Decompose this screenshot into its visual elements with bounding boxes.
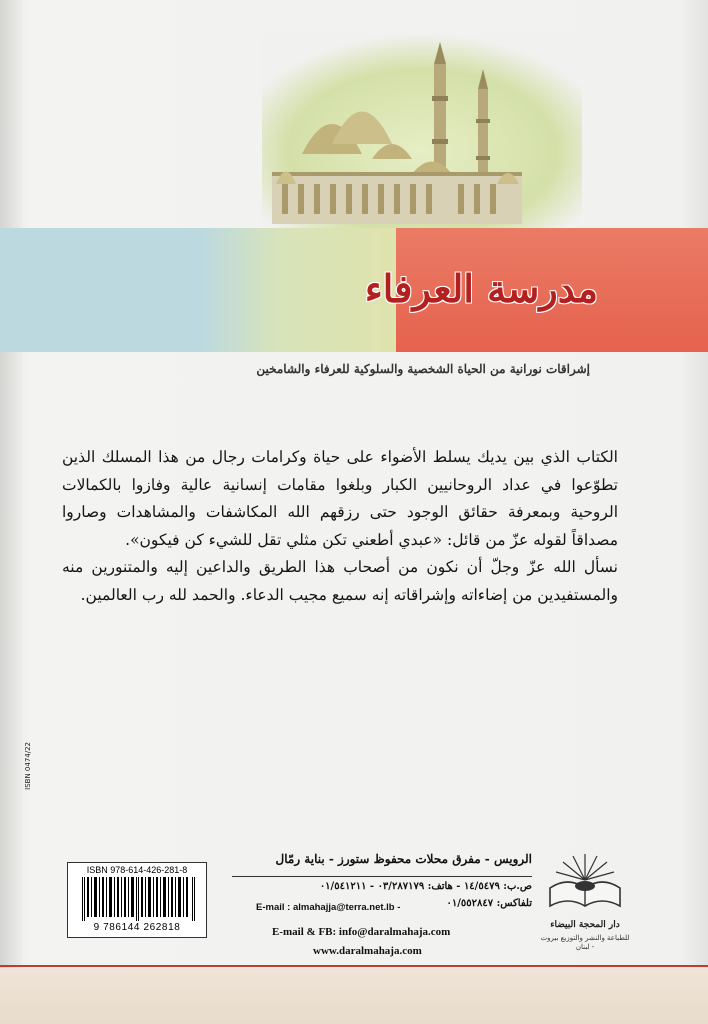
isbn-number: ISBN 978-614-426-281-8 [86,865,188,875]
publisher-address: الرويس - مفرق محلات محفوظ ستورز - بناية رمّال [275,852,532,866]
publisher-phone: ص.ب: ١٤/٥٤٧٩ - هاتف: ٠٣/٢٨٧١٧٩ - ٠١/٥٤١٢١١ [319,881,532,892]
publisher-tagline: للطباعة والنشر والتوزيع بيروت - لبنان [540,934,630,951]
book-title: مدرسة العرفاء [364,266,598,311]
publisher-website: www.daralmahaja.com [313,945,422,957]
publisher-email-fb: E-mail & FB: info@daralmahaja.com [272,926,451,938]
publisher-email: E-mail : almahajja@terra.net.lb - [256,902,401,913]
publisher-fax: تلفاكس: ٠١/٥٥٢٨٤٧ [446,898,532,909]
bottom-red-rule [0,965,708,967]
address-divider [232,876,532,877]
blurb-paragraph-2: نسأل الله عزّ وجلّ أن نكون من أصحاب هذا الطريق والداعين إليه والمتنورين منه والمستفيدين من إضاءاته وإشراقاته إنه سميع مجيب الدعاء. والحمد لله رب العالمين. [62,558,618,604]
book-spine [0,0,22,1024]
publisher-name: دار المحجة البيضاء [550,920,620,930]
barcode-bars [82,877,196,921]
decorative-band [0,228,708,352]
blurb-paragraph-1: الكتاب الذي بين يديك يسلط الأضواء على حياة وكرامات رجال من هذا المسلك الذين تطوّعوا في عداد الروحانيين الكبار وبلغوا مقامات إنسانية عالية وفازوا بالكمالات الروحية وبمعرفة حقائق الوجود حتى رزقهم الله المكاشفات والمشاهدات وصاروا مصداقاً لقوله عزّ من قائل: «عبدي أطعني تكن مثلي تقل للشيء كن فيكون». [62,448,618,549]
bottom-band [0,968,708,1024]
mosque-illustration [262,34,582,230]
book-subtitle: إشراقات نورانية من الحياة الشخصية والسلوكية للعرفاء والشامخين [256,362,590,376]
barcode [67,862,207,938]
back-cover-blurb [62,444,618,609]
spine-code: ISBN 0474/22 [24,742,32,790]
band-blue-section [0,228,200,352]
barcode-digits: 9 786144 262818 [93,922,181,933]
